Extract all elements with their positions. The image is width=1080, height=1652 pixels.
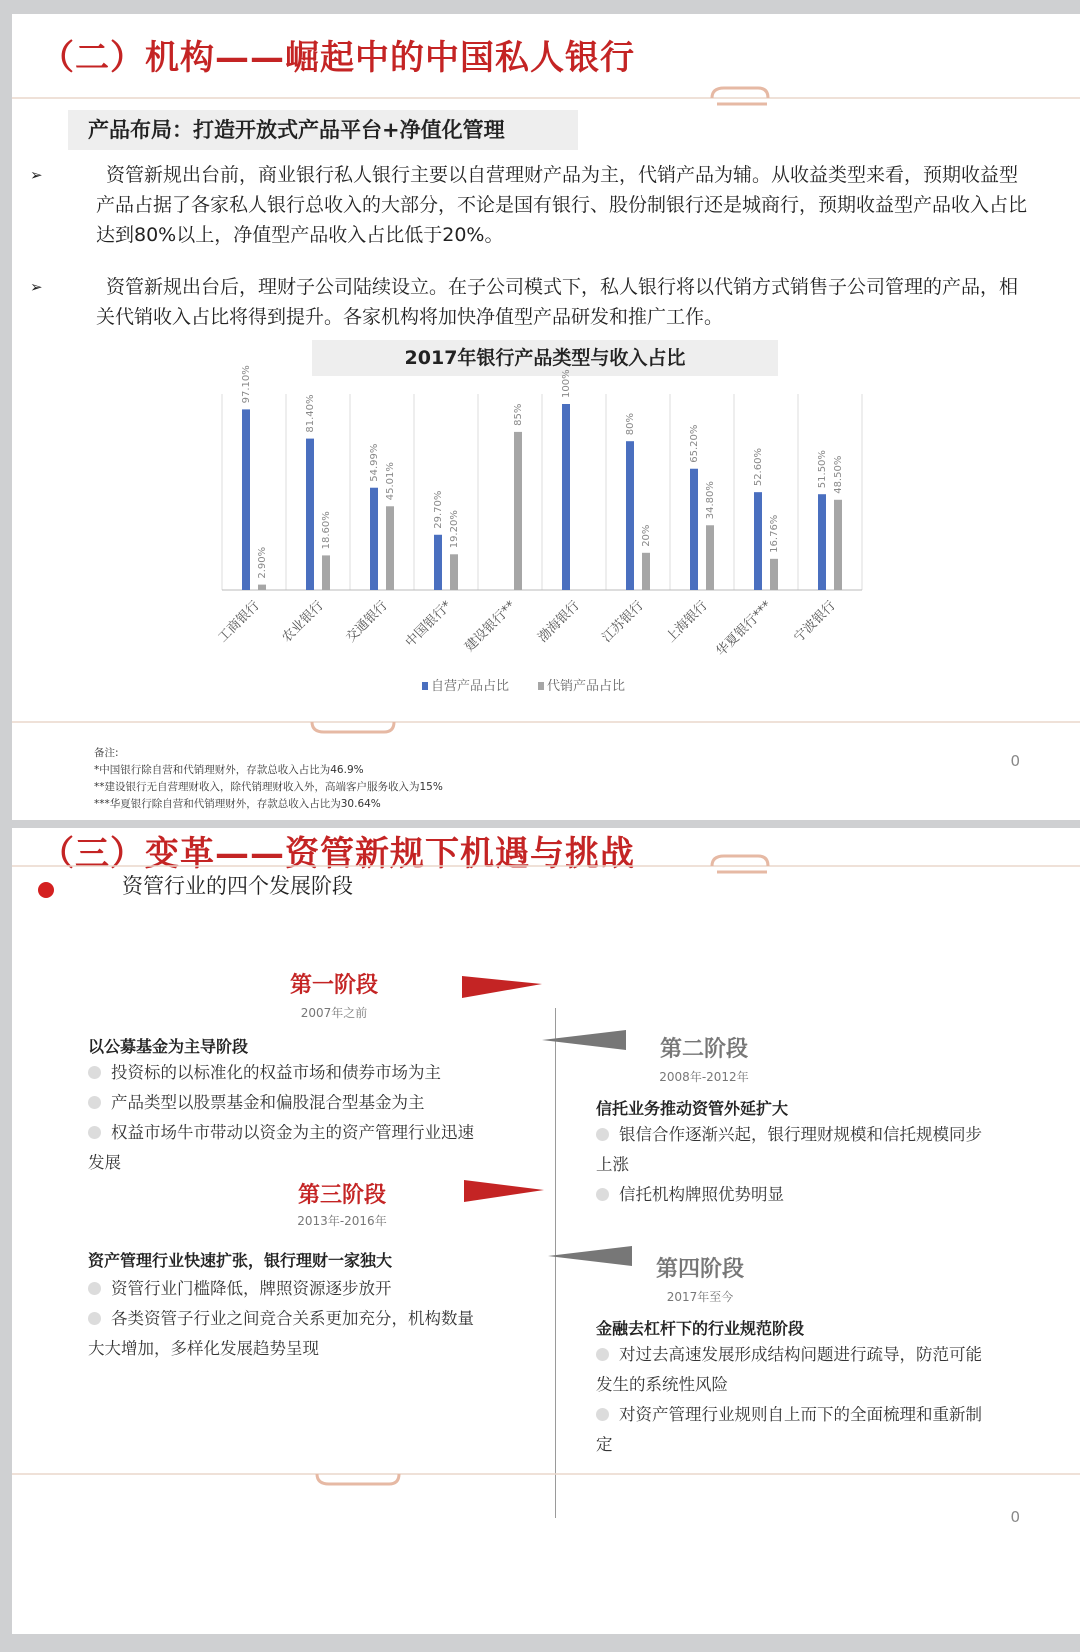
stage-4-heading: 金融去杠杆下的行业规范阶段 bbox=[596, 1319, 805, 1338]
data-label: 29.70% bbox=[433, 490, 444, 529]
stage-4-item: 对过去高速发展形成结构问题进行疏导，防范可能发生的系统性风险 bbox=[596, 1345, 982, 1394]
category-label: 农业银行 bbox=[279, 598, 327, 646]
arrow-bullet-icon: ➢ bbox=[30, 278, 43, 296]
gray-bullet-icon bbox=[596, 1348, 609, 1361]
category-label: 中国银行* bbox=[402, 598, 455, 651]
bar-self-operated bbox=[434, 535, 442, 590]
bar-agency bbox=[514, 432, 522, 590]
stage-1-item: 投资标的以标准化的权益市场和债券市场为主 bbox=[88, 1058, 488, 1088]
data-label: 16.76% bbox=[769, 514, 780, 553]
data-label: 48.50% bbox=[833, 455, 844, 494]
chart-notes bbox=[94, 745, 443, 813]
data-label: 85% bbox=[513, 403, 524, 426]
stage-1-heading: 以公募基金为主导阶段 bbox=[88, 1037, 249, 1056]
stage-2-date: 2008年-2012年 bbox=[659, 1070, 749, 1084]
stage-4-item: 对资产管理行业规则自上而下的全面梳理和重新制定 bbox=[596, 1405, 982, 1454]
stage-3-item: 各类资管子行业之间竞合关系更加充分，机构数量大大增加，多样化发展趋势呈现 bbox=[88, 1309, 474, 1358]
stage-2-heading: 信托业务推动资管外延扩大 bbox=[596, 1099, 789, 1118]
gray-bullet-icon bbox=[596, 1128, 609, 1141]
bar-agency bbox=[706, 525, 714, 590]
data-label: 20% bbox=[641, 524, 652, 547]
note-line: ***华夏银行除自营和代销理财外，存款总收入占比为30.64% bbox=[94, 798, 381, 810]
stage-1-date: 2007年之前 bbox=[300, 1006, 368, 1020]
category-label: 工商银行 bbox=[215, 598, 263, 646]
data-label: 34.80% bbox=[705, 481, 716, 520]
category-label: 建设银行** bbox=[462, 598, 519, 655]
stage-4-date: 2017年至今 bbox=[666, 1290, 734, 1304]
stage-3-heading: 资产管理行业快速扩张，银行理财一家独大 bbox=[88, 1251, 393, 1270]
data-label: 65.20% bbox=[689, 424, 700, 463]
gray-bullet-icon bbox=[596, 1188, 609, 1201]
slide-institutions bbox=[12, 14, 1080, 820]
footer-decoration bbox=[12, 1458, 1080, 1498]
bullet-paragraph bbox=[30, 272, 1030, 332]
legend-swatch bbox=[538, 682, 544, 690]
category-label: 上海银行 bbox=[663, 598, 711, 646]
bar-agency bbox=[450, 554, 458, 590]
bar-self-operated bbox=[306, 439, 314, 590]
arrow-bullet-icon: ➢ bbox=[30, 166, 43, 184]
data-label: 51.50% bbox=[817, 450, 828, 489]
stage-1-title: 第一阶段 bbox=[289, 973, 378, 998]
gray-bullet-icon bbox=[88, 1066, 101, 1079]
data-label: 45.01% bbox=[385, 462, 396, 501]
data-label: 81.40% bbox=[305, 394, 316, 433]
stage-3-arrow-icon bbox=[464, 1172, 564, 1212]
stage-4-title: 第四阶段 bbox=[655, 1257, 744, 1282]
category-label: 华夏银行*** bbox=[713, 598, 775, 660]
chart-title: 2017年银行产品类型与收入占比 bbox=[312, 340, 778, 376]
data-label: 100% bbox=[561, 369, 572, 398]
bar-self-operated bbox=[242, 409, 250, 590]
category-label: 交通银行 bbox=[343, 598, 391, 646]
data-label: 54.99% bbox=[369, 443, 380, 482]
bar-agency bbox=[770, 559, 778, 590]
gray-bullet-icon bbox=[88, 1126, 101, 1139]
note-line: 备注: bbox=[94, 747, 119, 759]
bar-agency bbox=[322, 555, 330, 590]
bar-self-operated bbox=[818, 494, 826, 590]
bar-chart bbox=[162, 365, 922, 724]
bullet-text: 资管新规出台后，理财子公司陆续设立。在子公司模式下，私人银行将以代销方式销售子公司管理的产品，相关代销收入占比将得到提升。各家机构将加快净值型产品研发和推广工作。 bbox=[96, 276, 1019, 328]
category-label: 渤海银行 bbox=[535, 598, 583, 646]
data-label: 52.60% bbox=[753, 448, 764, 487]
gray-bullet-icon bbox=[88, 1312, 101, 1325]
bar-self-operated bbox=[626, 441, 634, 590]
section-label: 资管行业的四个发展阶段 bbox=[122, 874, 353, 898]
note-line: *中国银行除自营和代销理财外，存款总收入占比为46.9% bbox=[94, 764, 364, 776]
footer-decoration bbox=[12, 710, 1080, 740]
slide-title: （二）机构——崛起中的中国私人银行 bbox=[40, 38, 635, 78]
data-label: 18.60% bbox=[321, 511, 332, 550]
section-subtitle: 产品布局：打造开放式产品平台+净值化管理 bbox=[68, 110, 578, 150]
stage-1-item: 权益市场牛市带动以资金为主的资产管理行业迅速发展 bbox=[88, 1123, 474, 1172]
data-label: 80% bbox=[625, 412, 636, 436]
data-label: 19.20% bbox=[449, 510, 460, 549]
bar-agency bbox=[386, 506, 394, 590]
note-line: **建设银行无自营理财收入，除代销理财收入外，高端客户服务收入为15% bbox=[94, 781, 443, 793]
slide-reform bbox=[12, 828, 1080, 1634]
data-label: 2.90% bbox=[257, 546, 268, 579]
legend-label: 自营产品占比 bbox=[431, 679, 510, 694]
stage-3-title: 第三阶段 bbox=[297, 1183, 386, 1208]
stage-2-title: 第二阶段 bbox=[659, 1037, 748, 1062]
page-number: 0 bbox=[1010, 1508, 1020, 1526]
legend-swatch bbox=[422, 682, 428, 690]
red-bullet-icon bbox=[38, 882, 54, 898]
stage-3-date: 2013年-2016年 bbox=[297, 1214, 387, 1228]
gray-bullet-icon bbox=[88, 1096, 101, 1109]
bar-self-operated bbox=[562, 404, 570, 590]
page-number: 0 bbox=[1010, 752, 1020, 770]
bullet-text: 资管新规出台前，商业银行私人银行主要以自营理财产品为主，代销产品为辅。从收益类型来看，预期收益型产品占据了各家私人银行总收入的大部分，不论是国有银行、股份制银行还是城商行，预期收益型产品收入占比达到80%以上，净值型产品收入占比低于20%。 bbox=[96, 164, 1028, 246]
data-label: 97.10% bbox=[241, 365, 252, 404]
bar-self-operated bbox=[370, 488, 378, 590]
bar-agency bbox=[834, 500, 842, 590]
stage-1-arrow-icon bbox=[462, 966, 562, 1006]
bar-agency bbox=[258, 585, 266, 590]
gray-bullet-icon bbox=[596, 1408, 609, 1421]
stage-2-item: 信托机构牌照优势明显 bbox=[596, 1180, 996, 1210]
bar-self-operated bbox=[690, 469, 698, 590]
category-label: 宁波银行 bbox=[791, 598, 839, 646]
stage-2-item: 银信合作逐渐兴起，银行理财规模和信托规模同步上涨 bbox=[596, 1125, 982, 1174]
bar-agency bbox=[642, 553, 650, 590]
gray-bullet-icon bbox=[88, 1282, 101, 1295]
legend-label: 代销产品占比 bbox=[547, 679, 626, 694]
title-underline-decoration bbox=[12, 74, 1080, 114]
slide-title: （三）变革——资管新规下机遇与挑战 bbox=[40, 834, 635, 874]
stage-1-item: 产品类型以股票基金和偏股混合型基金为主 bbox=[88, 1088, 488, 1118]
category-label: 江苏银行 bbox=[599, 598, 647, 646]
stage-3-item: 资管行业门槛降低，牌照资源逐步放开 bbox=[88, 1274, 488, 1304]
bar-self-operated bbox=[754, 492, 762, 590]
bullet-paragraph bbox=[30, 160, 1030, 250]
